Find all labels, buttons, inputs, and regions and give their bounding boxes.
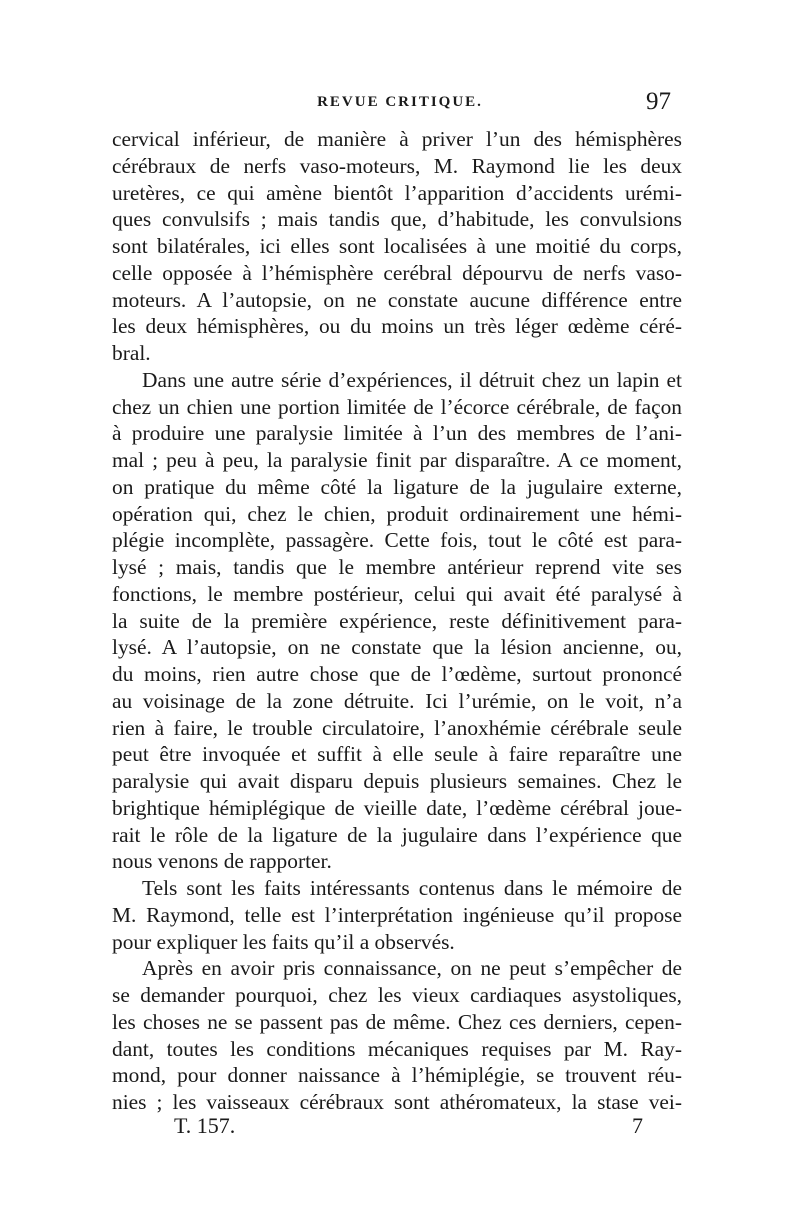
text-line: Tels sont les faits intéressants contenus dans le mémoire de xyxy=(142,876,682,900)
text-line: à produire une paralysie limitée à l’un des membres de l’ani- xyxy=(112,421,682,446)
text-line: au voisinage de la zone détruite. Ici l’urémie, on le voit, n’a xyxy=(112,688,682,713)
text-line: les deux hémisphères, ou du moins un très léger œdème céré- xyxy=(112,314,682,339)
text-line: moteurs. A l’autopsie, on ne constate aucune différence entre xyxy=(112,287,682,312)
text-line: peut être invoquée et suffit à elle seule à faire reparaître une xyxy=(112,742,682,767)
text-line: on pratique du même côté la ligature de la jugulaire externe, xyxy=(112,474,682,499)
text-line: ques convulsifs ; mais tandis que, d’habitude, les convulsions xyxy=(112,207,682,232)
text-line: paralysie qui avait disparu depuis plusieurs semaines. Chez le xyxy=(112,769,682,793)
body-text xyxy=(112,126,682,1116)
text-line: les choses ne se passent pas de même. Chez ces derniers, cepen- xyxy=(112,1009,682,1034)
text-line: nies ; les vaisseaux cérébraux sont athéromateux, la stase vei- xyxy=(112,1090,682,1114)
text-line: Après en avoir pris connaissance, on ne peut s’empêcher de xyxy=(142,956,682,981)
text-line: du moins, rien autre chose que de l’œdème, surtout prononcé xyxy=(112,662,682,686)
text-line: cervical inférieur, de manière à priver l’un des hémisphères xyxy=(112,127,682,151)
text-line: se demander pourquoi, chez les vieux cardiaques asystoliques, xyxy=(112,983,682,1007)
signature-mark: 7 xyxy=(632,1113,643,1138)
text-line: dant, toutes les conditions mécaniques requises par M. Ray- xyxy=(112,1036,682,1061)
text-line: rait le rôle de la ligature de la jugulaire dans l’expérience que xyxy=(112,822,682,847)
text-line: mond, pour donner naissance à l’hémiplégie, se trouvent réu- xyxy=(112,1063,682,1088)
running-title: REVUE CRITIQUE. xyxy=(317,94,483,110)
text-line: opération qui, chez le chien, produit ordinairement une hémi- xyxy=(112,501,682,526)
text-line: lysé. A l’autopsie, on ne constate que la lésion ancienne, ou, xyxy=(112,635,682,660)
text-line: la suite de la première expérience, reste définitivement para- xyxy=(112,608,682,633)
text-line: celle opposée à l’hémisphère cerébral dépourvu de nerfs vaso- xyxy=(112,260,682,285)
text-line: rien à faire, le trouble circulatoire, l’anoxhémie cérébrale seule xyxy=(112,715,682,740)
text-line: pour expliquer les faits qu’il a observés. xyxy=(112,929,455,954)
text-line: nous venons de rapporter. xyxy=(112,849,332,874)
text-line: brightique hémiplégique de vieille date, l’œdème cérébral joue- xyxy=(112,795,682,820)
text-line: cérébraux de nerfs vaso-moteurs, M. Raymond lie les deux xyxy=(112,153,682,178)
text-line: bral. xyxy=(112,341,151,365)
text-line: lysé ; mais, tandis que le membre antérieur reprend vite ses xyxy=(112,555,682,579)
text-line: M. Raymond, telle est l’interprétation ingénieuse qu’il propose xyxy=(112,902,682,927)
text-line: plégie incomplète, passagère. Cette fois, tout le côté est para- xyxy=(112,528,682,553)
text-line: chez un chien une portion limitée de l’écorce cérébrale, de façon xyxy=(112,394,682,419)
text-line: Dans une autre série d’expériences, il détruit chez un lapin et xyxy=(142,367,682,392)
text-line: fonctions, le membre postérieur, celui qui avait été paralysé à xyxy=(112,581,682,606)
volume-label: T. 157. xyxy=(174,1113,236,1138)
page-number: 97 xyxy=(646,88,671,115)
text-line: uretères, ce qui amène bientôt l’apparition d’accidents urémi- xyxy=(112,180,682,205)
text-line: sont bilatérales, ici elles sont localisées à une moitié du corps, xyxy=(112,234,682,258)
text-line: mal ; peu à peu, la paralysie finit par disparaître. A ce moment, xyxy=(112,448,682,472)
